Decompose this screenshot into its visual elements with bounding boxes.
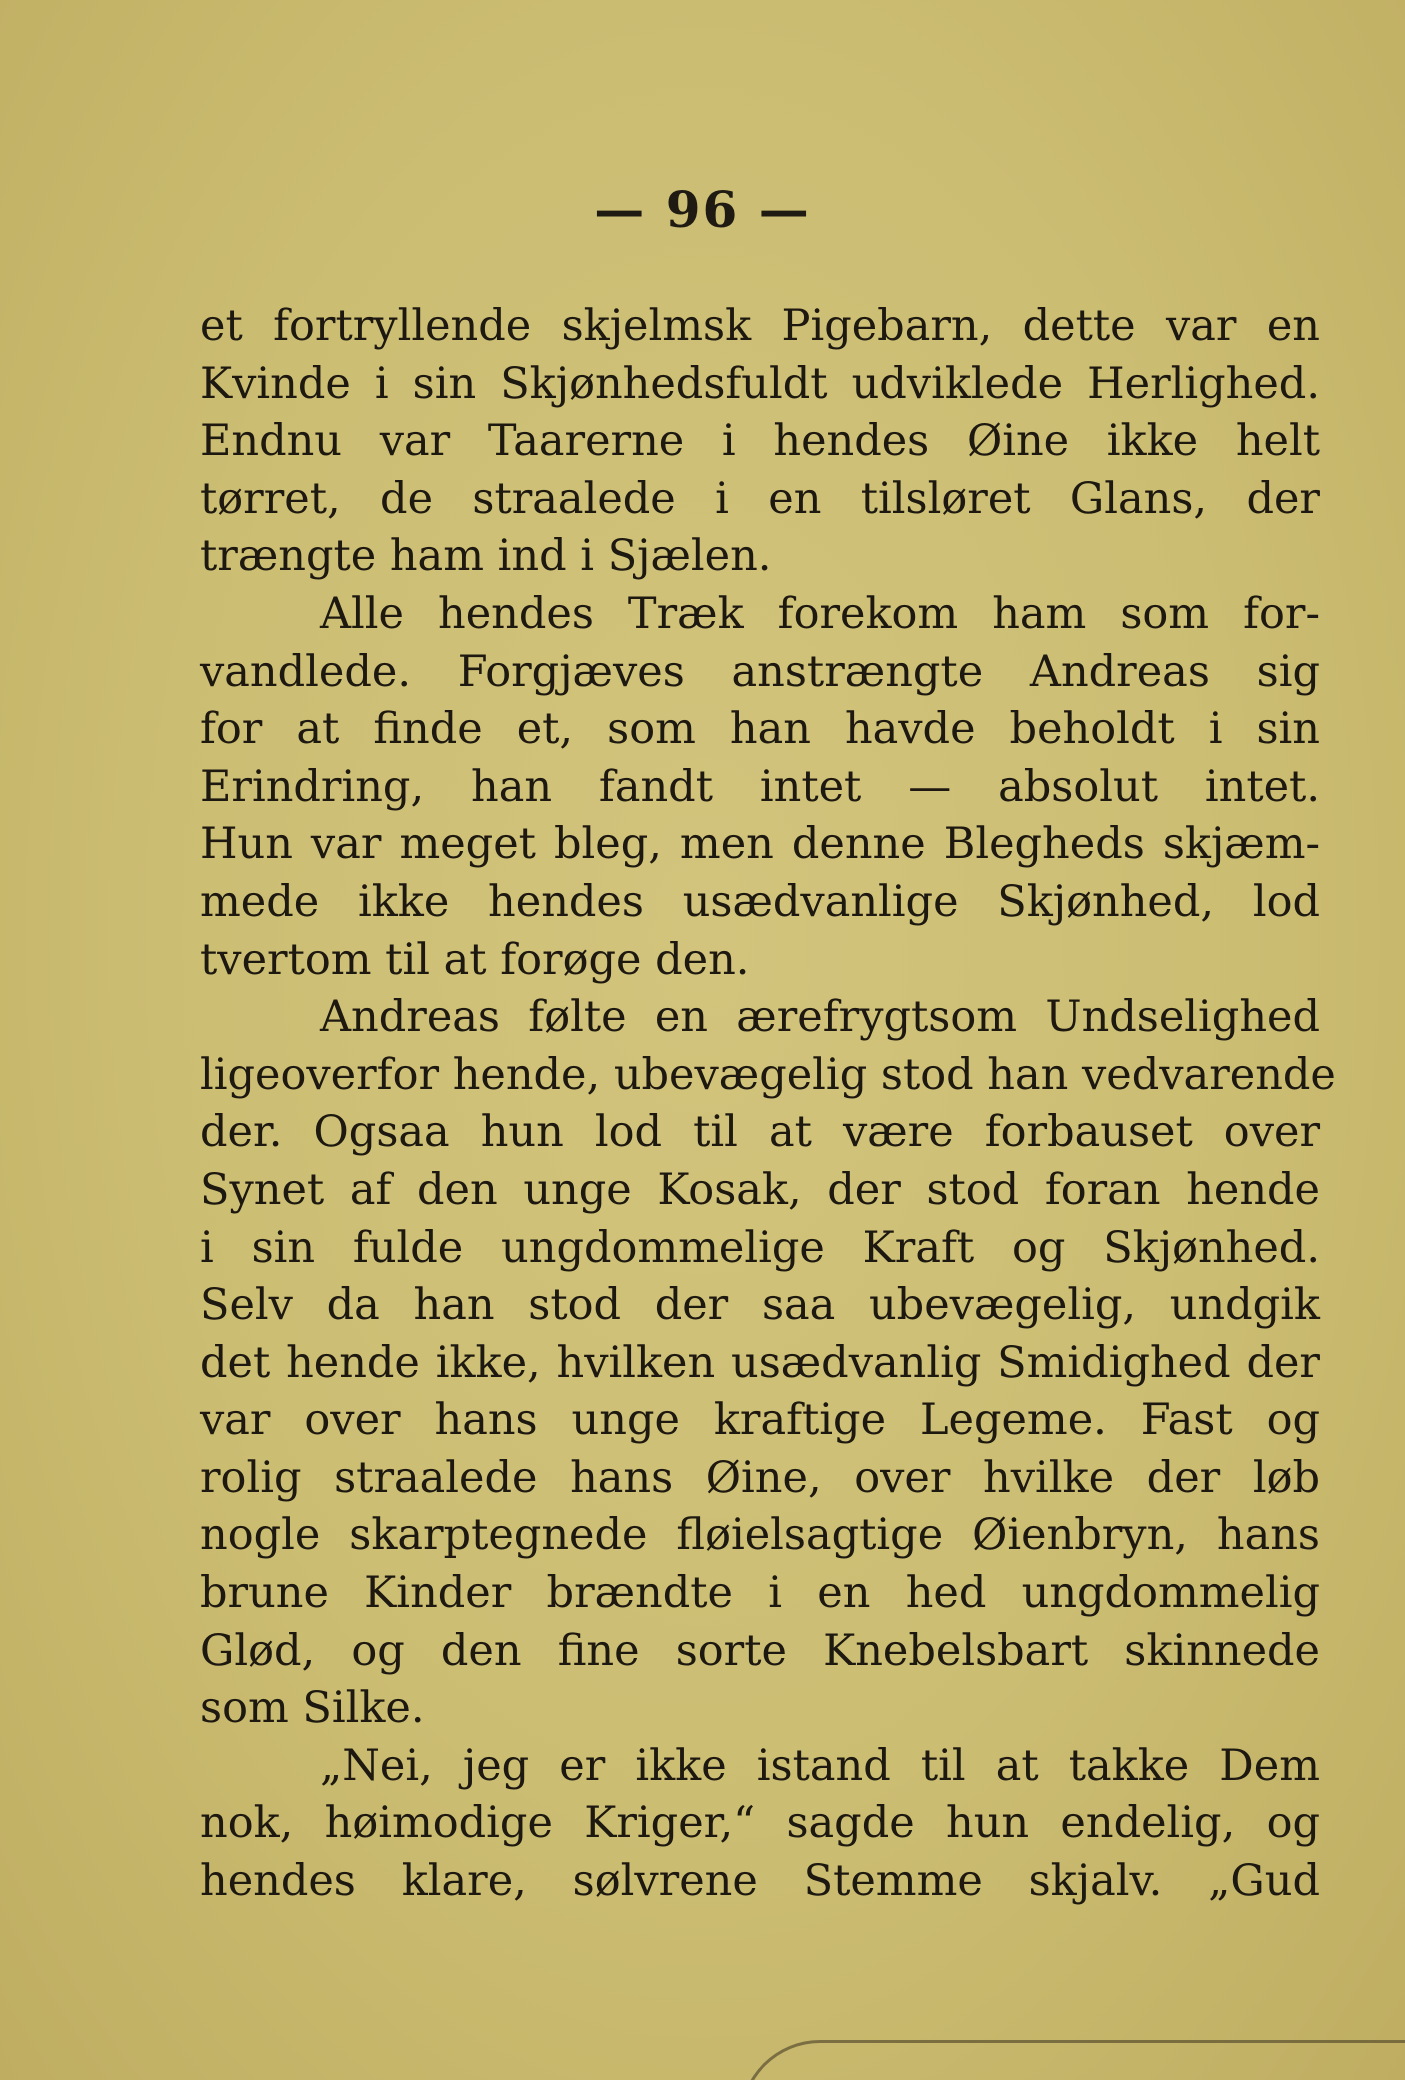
paragraph-4: [200, 1738, 1320, 1911]
text-line: Synet af den unge Kosak, der stod foran hende: [200, 1164, 1320, 1215]
text-line: nok, høimodige Kriger,“ sagde hun endelig, og: [200, 1798, 1320, 1849]
text-line: som Silke.: [200, 1683, 425, 1734]
text-line: Andreas følte en ærefrygtsom Undselighed: [320, 992, 1320, 1043]
text-line: vandlede. Forgjæves anstrængte Andreas sig: [200, 646, 1320, 697]
text-line: Kvinde i sin Skjønhedsfuldt udviklede Herlighed.: [200, 358, 1320, 409]
text-line: for at finde et, som han havde beholdt i sin: [200, 704, 1320, 755]
text-line: rolig straalede hans Øine, over hvilke der løb: [200, 1452, 1320, 1503]
paragraph-2: [200, 586, 1320, 989]
text-line: Alle hendes Træk forekom ham som for-: [320, 588, 1320, 639]
body-text: [200, 298, 1336, 1911]
text-line: nogle skarptegnede fløielsagtige Øienbryn, hans: [200, 1510, 1320, 1561]
text-line: brune Kinder brændte i en hed ungdommelig: [200, 1568, 1320, 1619]
text-line: mede ikke hendes usædvanlige Skjønhed, lod: [200, 876, 1320, 927]
text-line: „Nei, jeg er ikke istand til at takke Dem: [320, 1740, 1320, 1791]
text-line: der. Ogsaa hun lod til at være forbauset over: [200, 1107, 1320, 1158]
text-line: hendes klare, sølvrene Stemme skjalv. „Gud: [200, 1856, 1320, 1907]
text-line: i sin fulde ungdommelige Kraft og Skjønhed.: [200, 1222, 1320, 1273]
text-line: et fortryllende skjelmsk Pigebarn, dette var en: [200, 301, 1320, 351]
text-line: tvertom til at forøge den.: [200, 934, 750, 985]
text-line: var over hans unge kraftige Legeme. Fast og: [200, 1395, 1320, 1446]
page-number: — 96 —: [594, 180, 811, 239]
paragraph-1: [200, 298, 1320, 586]
page-edge-mark: [740, 2040, 1405, 2080]
text-line: det hende ikke, hvilken usædvanlig Smidighed der: [200, 1337, 1320, 1388]
text-line: Glød, og den fine sorte Knebelsbart skinnede: [200, 1625, 1320, 1676]
text-line: trængte ham ind i Sjælen.: [200, 531, 772, 582]
text-line: Endnu var Taarerne i hendes Øine ikke helt: [200, 416, 1320, 467]
paragraph-3: [200, 989, 1336, 1738]
text-line: Erindring, han fandt intet — absolut intet.: [200, 761, 1320, 812]
text-line: ligeoverfor hende, ubevægelig stod han vedvarende: [200, 1049, 1336, 1100]
text-line: Hun var meget bleg, men denne Blegheds skjæm-: [200, 819, 1320, 870]
text-line: tørret, de straalede i en tilsløret Glans, der: [200, 473, 1320, 524]
text-line: Selv da han stod der saa ubevægelig, undgik: [200, 1280, 1320, 1331]
